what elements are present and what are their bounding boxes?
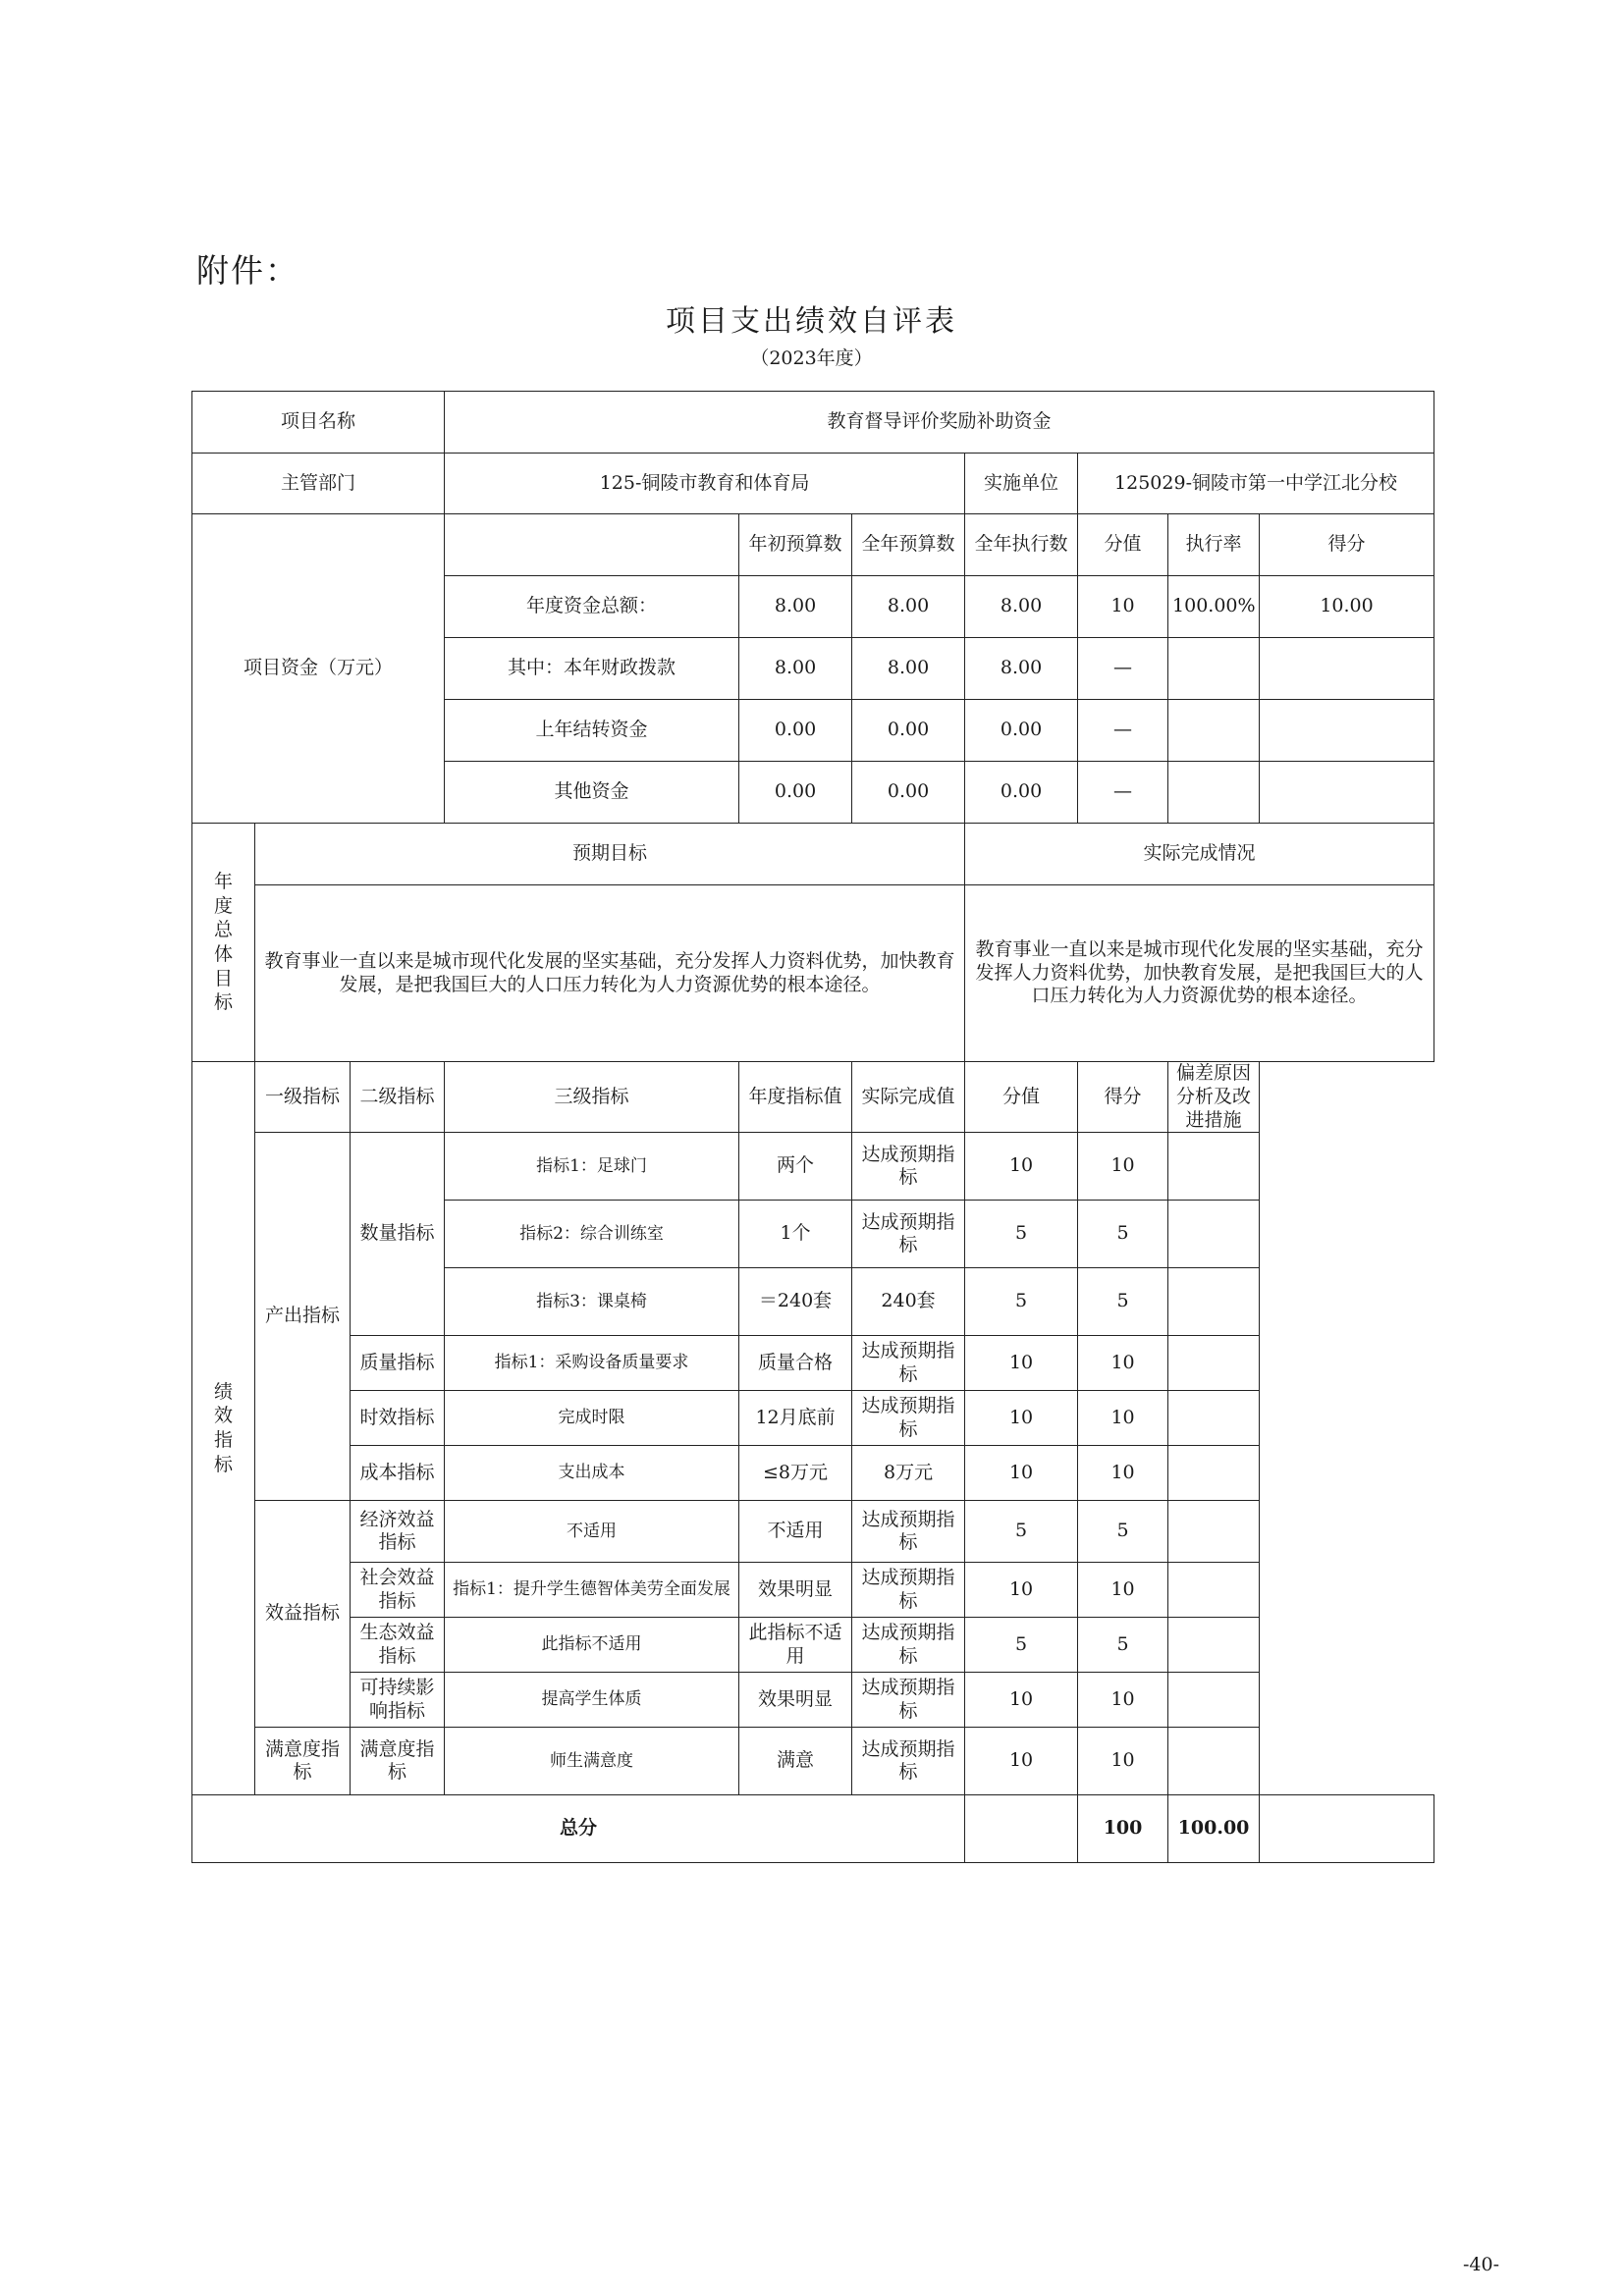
funds-row-label: 其他资金 — [445, 762, 739, 824]
indicator-actual: 达成预期指标 — [852, 1563, 965, 1618]
indicator-name: 指标1：提升学生德智体美劳全面发展 — [445, 1563, 739, 1618]
funds-cell — [1260, 700, 1434, 762]
self-evaluation-table — [191, 391, 1434, 1863]
level2-satisfaction: 满意度指标 — [351, 1728, 445, 1795]
indicator-target: 质量合格 — [739, 1336, 852, 1391]
level2-economic: 经济效益指标 — [351, 1501, 445, 1563]
indicator-actual: 达成预期指标 — [852, 1618, 965, 1673]
indicator-score: 5 — [1078, 1201, 1168, 1268]
total-score-value: 100 — [1078, 1795, 1168, 1863]
total-deviation-blank — [1260, 1795, 1434, 1863]
expected-goal-text: 教育事业一直以来是城市现代化发展的坚实基础，充分发挥人力资料优势，加快教育发展，是把我国巨大的人口压力转化为人力资源优势的根本途径。 — [255, 885, 965, 1062]
funds-header: 分值 — [1078, 514, 1168, 576]
funds-cell: 0.00 — [739, 700, 852, 762]
indicator-target: 满意 — [739, 1728, 852, 1795]
attachment-label: 附件： — [196, 251, 299, 290]
project-name-label: 项目名称 — [192, 392, 445, 454]
level1-benefit: 效益指标 — [255, 1501, 351, 1728]
indicator-target: 效果明显 — [739, 1563, 852, 1618]
indicator-actual: 8万元 — [852, 1446, 965, 1501]
indicator-name: 提高学生体质 — [445, 1673, 739, 1728]
indicator-name: 师生满意度 — [445, 1728, 739, 1795]
funds-cell: 100.00% — [1168, 576, 1260, 638]
indicator-score-value: 10 — [965, 1336, 1078, 1391]
indicator-score: 10 — [1078, 1133, 1168, 1201]
indicator-score-value: 10 — [965, 1728, 1078, 1795]
indicator-target: 此指标不适用 — [739, 1618, 852, 1673]
indicator-target: 1个 — [739, 1201, 852, 1268]
funds-cell — [1260, 638, 1434, 700]
form-title: 项目支出绩效自评表 — [666, 304, 957, 339]
funds-row-label: 年度资金总额： — [445, 576, 739, 638]
level2-quality: 质量指标 — [351, 1336, 445, 1391]
indicator-score-value: 10 — [965, 1673, 1078, 1728]
indicator-score: 5 — [1078, 1501, 1168, 1563]
indicator-actual: 达成预期指标 — [852, 1673, 965, 1728]
level1-satisfaction: 满意度指标 — [255, 1728, 351, 1795]
indicator-deviation — [1168, 1501, 1260, 1563]
funds-header-blank — [445, 514, 739, 576]
indicator-score: 10 — [1078, 1336, 1168, 1391]
funds-cell: 0.00 — [965, 762, 1078, 824]
funds-section-label: 项目资金（万元） — [192, 514, 445, 824]
funds-cell: 10 — [1078, 576, 1168, 638]
indicator-deviation — [1168, 1446, 1260, 1501]
funds-cell — [1168, 638, 1260, 700]
funds-cell: 8.00 — [852, 638, 965, 700]
indicator-deviation — [1168, 1673, 1260, 1728]
indicator-deviation — [1168, 1728, 1260, 1795]
form-year: （2023年度） — [750, 347, 873, 369]
indicator-target: 不适用 — [739, 1501, 852, 1563]
funds-header: 全年预算数 — [852, 514, 965, 576]
total-score: 100.00 — [1168, 1795, 1260, 1863]
funds-row-label: 其中：本年财政拨款 — [445, 638, 739, 700]
actual-result-text: 教育事业一直以来是城市现代化发展的坚实基础，充分发挥人力资料优势，加快教育发展，是把我国巨大的人口压力转化为人力资源优势的根本途径。 — [965, 885, 1434, 1062]
indicator-deviation — [1168, 1268, 1260, 1336]
indicator-score-value: 10 — [965, 1133, 1078, 1201]
indicator-target: 两个 — [739, 1133, 852, 1201]
level2-social: 社会效益指标 — [351, 1563, 445, 1618]
level2-quantity: 数量指标 — [351, 1133, 445, 1336]
indicator-actual: 达成预期指标 — [852, 1133, 965, 1201]
indicator-target: ≤8万元 — [739, 1446, 852, 1501]
indicator-score-value: 5 — [965, 1268, 1078, 1336]
total-label: 总分 — [192, 1795, 965, 1863]
actual-result-header: 实际完成情况 — [965, 824, 1434, 885]
indicator-name: 此指标不适用 — [445, 1618, 739, 1673]
funds-cell: 0.00 — [852, 700, 965, 762]
funds-cell: 8.00 — [739, 576, 852, 638]
indicator-score-value: 10 — [965, 1446, 1078, 1501]
page-number: -40- — [1463, 2254, 1500, 2275]
indicator-header: 得分 — [1078, 1062, 1168, 1133]
funds-cell: — — [1078, 762, 1168, 824]
indicator-deviation — [1168, 1618, 1260, 1673]
indicator-name: 不适用 — [445, 1501, 739, 1563]
project-name-value: 教育督导评价奖励补助资金 — [445, 392, 1434, 454]
funds-cell — [1168, 700, 1260, 762]
funds-header: 全年执行数 — [965, 514, 1078, 576]
expected-goal-header: 预期目标 — [255, 824, 965, 885]
indicator-name: 完成时限 — [445, 1391, 739, 1446]
indicator-deviation — [1168, 1391, 1260, 1446]
indicator-header: 二级指标 — [351, 1062, 445, 1133]
indicator-deviation — [1168, 1563, 1260, 1618]
funds-header: 年初预算数 — [739, 514, 852, 576]
indicator-actual: 240套 — [852, 1268, 965, 1336]
indicator-deviation — [1168, 1133, 1260, 1201]
indicator-header: 一级指标 — [255, 1062, 351, 1133]
level2-cost: 成本指标 — [351, 1446, 445, 1501]
dept-label: 主管部门 — [192, 454, 445, 514]
indicator-name: 指标2：综合训练室 — [445, 1201, 739, 1268]
indicator-actual: 达成预期指标 — [852, 1501, 965, 1563]
funds-cell: — — [1078, 700, 1168, 762]
indicator-score-value: 5 — [965, 1501, 1078, 1563]
dept-value: 125-铜陵市教育和体育局 — [445, 454, 965, 514]
level2-ecological: 生态效益指标 — [351, 1618, 445, 1673]
unit-value: 125029-铜陵市第一中学江北分校 — [1078, 454, 1434, 514]
indicator-name: 支出成本 — [445, 1446, 739, 1501]
funds-cell: 10.00 — [1260, 576, 1434, 638]
funds-header: 得分 — [1260, 514, 1434, 576]
indicator-target: ＝240套 — [739, 1268, 852, 1336]
total-actual-blank — [965, 1795, 1078, 1863]
indicator-actual: 达成预期指标 — [852, 1201, 965, 1268]
indicator-score: 5 — [1078, 1618, 1168, 1673]
funds-cell: 8.00 — [852, 576, 965, 638]
funds-cell: — — [1078, 638, 1168, 700]
funds-cell — [1168, 762, 1260, 824]
level2-sustainable: 可持续影响指标 — [351, 1673, 445, 1728]
indicator-header: 三级指标 — [445, 1062, 739, 1133]
indicator-score: 10 — [1078, 1446, 1168, 1501]
indicator-score: 10 — [1078, 1728, 1168, 1795]
indicators-section-label: 绩效指标 — [192, 1062, 255, 1795]
indicator-score: 10 — [1078, 1391, 1168, 1446]
funds-cell: 8.00 — [965, 638, 1078, 700]
indicator-header: 实际完成值 — [852, 1062, 965, 1133]
funds-row-label: 上年结转资金 — [445, 700, 739, 762]
indicator-actual: 达成预期指标 — [852, 1728, 965, 1795]
funds-cell: 8.00 — [965, 576, 1078, 638]
indicator-name: 指标1：足球门 — [445, 1133, 739, 1201]
funds-cell — [1260, 762, 1434, 824]
indicator-deviation — [1168, 1336, 1260, 1391]
funds-cell: 0.00 — [739, 762, 852, 824]
indicator-score: 5 — [1078, 1268, 1168, 1336]
indicator-score-value: 10 — [965, 1563, 1078, 1618]
indicator-actual: 达成预期指标 — [852, 1391, 965, 1446]
indicator-actual: 达成预期指标 — [852, 1336, 965, 1391]
unit-label: 实施单位 — [965, 454, 1078, 514]
indicator-score-value: 10 — [965, 1391, 1078, 1446]
funds-header: 执行率 — [1168, 514, 1260, 576]
indicator-header: 偏差原因分析及改进措施 — [1168, 1062, 1260, 1133]
indicator-name: 指标1：采购设备质量要求 — [445, 1336, 739, 1391]
level2-timeliness: 时效指标 — [351, 1391, 445, 1446]
indicator-score-value: 5 — [965, 1618, 1078, 1673]
indicator-score: 10 — [1078, 1673, 1168, 1728]
indicator-header: 分值 — [965, 1062, 1078, 1133]
indicator-score-value: 5 — [965, 1201, 1078, 1268]
indicator-target: 12月底前 — [739, 1391, 852, 1446]
funds-cell: 8.00 — [739, 638, 852, 700]
indicator-score: 10 — [1078, 1563, 1168, 1618]
indicator-header: 年度指标值 — [739, 1062, 852, 1133]
funds-cell: 0.00 — [852, 762, 965, 824]
indicator-name: 指标3：课桌椅 — [445, 1268, 739, 1336]
indicator-target: 效果明显 — [739, 1673, 852, 1728]
funds-cell: 0.00 — [965, 700, 1078, 762]
indicator-deviation — [1168, 1201, 1260, 1268]
level1-output: 产出指标 — [255, 1133, 351, 1501]
goals-section-label: 年度总体目标 — [192, 824, 255, 1062]
